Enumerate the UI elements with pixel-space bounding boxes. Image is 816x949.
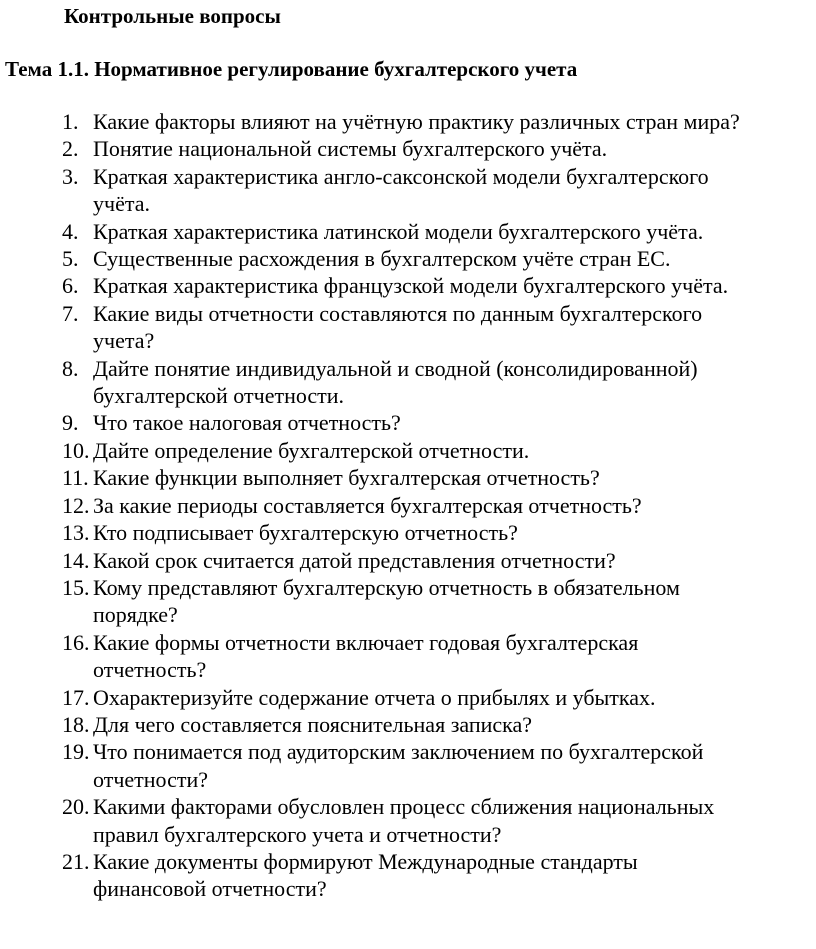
question-text-line: порядке? <box>93 602 178 628</box>
question-text-line: За какие периоды составляется бухгалтерская отчетность? <box>93 492 642 518</box>
question-item <box>0 409 793 436</box>
question-item <box>0 355 793 410</box>
question-text-line: Что такое налоговая отчетность? <box>93 410 401 436</box>
question-text-line: Какие факторы влияют на учётную практику различных стран мира? <box>93 109 740 134</box>
question-text-line: Охарактеризуйте содержание отчета о прибылях и убытках. <box>93 684 656 710</box>
question-item <box>0 519 793 546</box>
question-text-line: финансовой отчетности? <box>93 876 327 902</box>
question-number: 2. <box>62 136 79 162</box>
question-number: 15. <box>62 574 90 600</box>
question-text-line: Дайте определение бухгалтерской отчетности. <box>93 437 530 463</box>
question-number: 11. <box>62 465 89 491</box>
question-text-line: Понятие национальной системы бухгалтерского учёта. <box>93 136 608 162</box>
question-number: 7. <box>62 300 79 326</box>
question-item <box>0 272 793 299</box>
question-list <box>0 108 793 903</box>
question-text-line: учета? <box>93 328 155 354</box>
question-text-line: Краткая характеристика латинской модели бухгалтерского учёта. <box>93 218 704 244</box>
document-title: Контрольные вопросы <box>64 4 281 28</box>
question-text-line: Какие формы отчетности включает годовая бухгалтерская <box>93 629 639 655</box>
question-number: 16. <box>62 629 90 655</box>
question-text-line: Кто подписывает бухгалтерскую отчетность? <box>93 520 518 546</box>
question-number: 17. <box>62 684 90 710</box>
question-text-line: правил бухгалтерского учета и отчетности? <box>93 821 502 847</box>
question-item <box>0 437 793 464</box>
question-text-line: Какой срок считается датой представления отчетности? <box>93 547 616 573</box>
question-item <box>0 245 793 272</box>
question-number: 8. <box>62 355 79 381</box>
question-item <box>0 135 793 162</box>
question-number: 1. <box>62 109 79 134</box>
question-item <box>0 711 793 738</box>
question-text-line: Для чего составляется пояснительная записка? <box>93 711 533 737</box>
question-number: 3. <box>62 163 79 189</box>
question-text-line: Существенные расхождения в бухгалтерском учёте стран ЕС. <box>93 246 671 272</box>
question-text-line: отчетность? <box>93 657 207 683</box>
question-text-line: Дайте понятие индивидуальной и сводной (консолидированной) <box>93 355 698 381</box>
question-item <box>0 684 793 711</box>
question-item <box>0 163 793 218</box>
question-item <box>0 848 793 903</box>
question-text-line: отчетности? <box>93 766 209 792</box>
question-number: 19. <box>62 739 90 765</box>
question-item <box>0 492 793 519</box>
question-number: 10. <box>62 437 90 463</box>
question-text-line: Какие виды отчетности составляются по данным бухгалтерского <box>93 300 703 326</box>
question-number: 5. <box>62 246 79 272</box>
question-number: 20. <box>62 794 90 820</box>
question-text-line: Краткая характеристика французской модели бухгалтерского учёта. <box>93 273 729 299</box>
question-number: 4. <box>62 218 79 244</box>
question-text-line: Краткая характеристика англо-саксонской модели бухгалтерского <box>93 163 709 189</box>
question-number: 9. <box>62 410 79 436</box>
question-text-line: учёта. <box>93 191 150 217</box>
question-text-line: Какими факторами обусловлен процесс сближения национальных <box>93 794 715 820</box>
question-text-line: Кому представляют бухгалтерскую отчетность в обязательном <box>93 574 680 600</box>
question-text-line: бухгалтерской отчетности. <box>93 383 345 409</box>
question-item <box>0 574 793 629</box>
question-text-line: Какие документы формируют Международные стандарты <box>93 848 638 874</box>
question-item <box>0 464 793 491</box>
question-number: 14. <box>62 547 90 573</box>
question-number: 12. <box>62 492 90 518</box>
question-item <box>0 738 793 793</box>
question-item <box>0 629 793 684</box>
question-item <box>0 218 793 245</box>
question-number: 13. <box>62 520 90 546</box>
topic-heading: Тема 1.1. Нормативное регулирование бухгалтерского учета <box>5 57 578 81</box>
question-number: 6. <box>62 273 79 299</box>
question-item <box>0 300 793 355</box>
question-text-line: Какие функции выполняет бухгалтерская отчетность? <box>93 465 600 491</box>
question-number: 21. <box>62 848 90 874</box>
question-item <box>0 547 793 574</box>
question-item <box>0 108 793 135</box>
question-text-line: Что понимается под аудиторским заключением по бухгалтерской <box>93 739 704 765</box>
question-item <box>0 793 793 848</box>
question-number: 18. <box>62 711 90 737</box>
